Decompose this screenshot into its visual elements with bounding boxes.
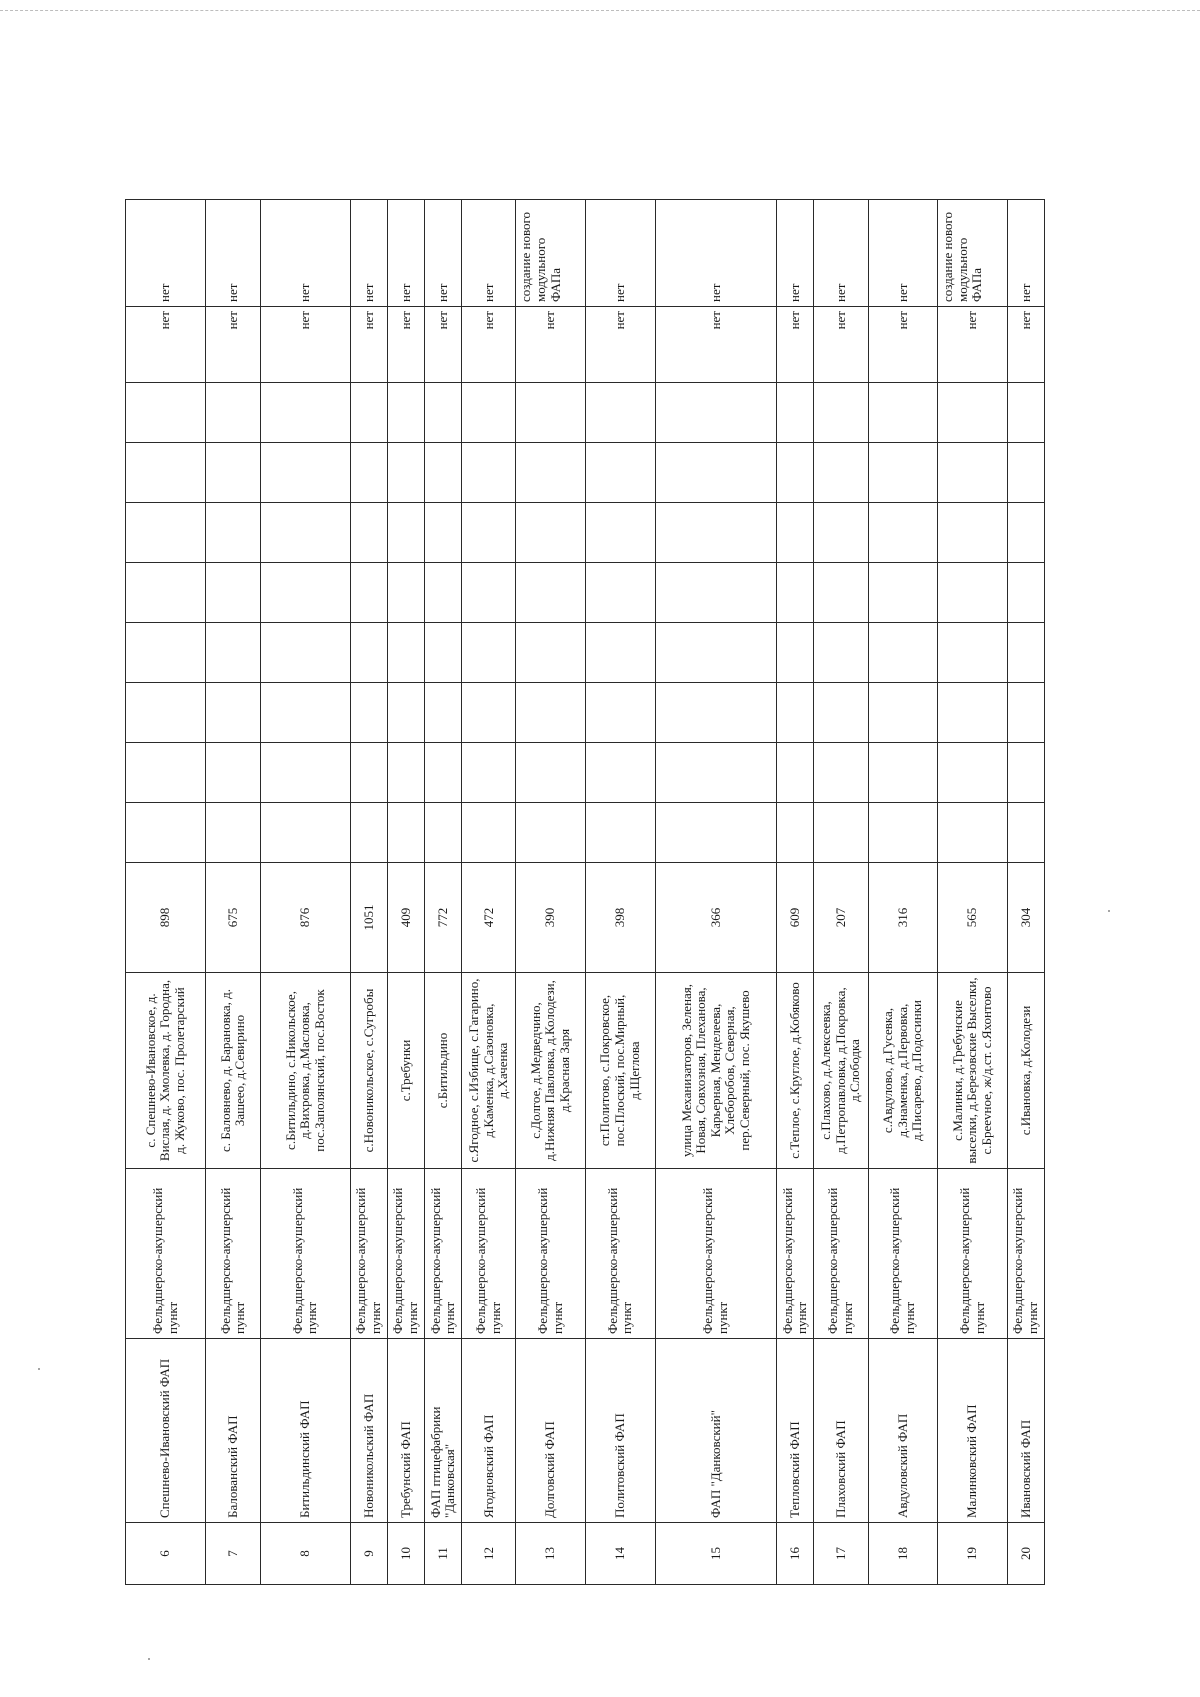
row-number: 19	[938, 1523, 1008, 1585]
fap-name-cell: Ивановский ФАП	[1007, 1339, 1044, 1523]
empty-cell	[260, 803, 350, 863]
empty-cell	[814, 743, 868, 803]
empty-cell	[462, 743, 516, 803]
empty-cell	[206, 503, 260, 563]
empty-cell	[350, 623, 387, 683]
empty-cell	[206, 563, 260, 623]
row-number: 17	[814, 1523, 868, 1585]
facility-type-cell: Фельдшерско-акушерский пункт	[814, 1169, 868, 1339]
facility-type-cell: Фельдшерско-акушерский пункт	[388, 1169, 425, 1339]
empty-cell	[206, 443, 260, 503]
facility-type-cell: Фельдшерско-акушерский пункт	[655, 1169, 777, 1339]
status-cell: нет	[1007, 307, 1044, 383]
status-cell: нет	[868, 307, 938, 383]
settlements-cell: с.Требунки	[388, 973, 425, 1169]
settlements-cell: с.Битильдино, с.Никольское, д.Вихровка, д.Масловка, пос.Заполянский, пос.Восток	[260, 973, 350, 1169]
empty-cell	[206, 683, 260, 743]
empty-cell	[350, 743, 387, 803]
empty-cell	[777, 503, 814, 563]
empty-cell	[586, 803, 656, 863]
empty-cell	[425, 743, 462, 803]
empty-cell	[350, 683, 387, 743]
facility-type-cell: Фельдшерско-акушерский пункт	[126, 1169, 206, 1339]
facility-type-cell: Фельдшерско-акушерский пункт	[868, 1169, 938, 1339]
empty-cell	[655, 563, 777, 623]
row-number: 7	[206, 1523, 260, 1585]
settlements-cell: с. Баловнево, д. Барановка, д. Зашеео, д.Севирино	[206, 973, 260, 1169]
table-row	[655, 200, 777, 1585]
settlements-cell: с.Новоникольское, с.Сугробы	[350, 973, 387, 1169]
empty-cell	[126, 503, 206, 563]
population-cell: 366	[655, 863, 777, 973]
empty-cell	[655, 803, 777, 863]
empty-cell	[388, 503, 425, 563]
empty-cell	[868, 563, 938, 623]
empty-cell	[260, 383, 350, 443]
empty-cell	[586, 623, 656, 683]
facility-type-cell: Фельдшерско-акушерский пункт	[1007, 1169, 1044, 1339]
status-cell: нет	[350, 307, 387, 383]
table-row	[586, 200, 656, 1585]
empty-cell	[516, 503, 586, 563]
settlements-cell: с.Авдулово, д.Гусевка, д.Знаменка, д.Первовка, д.Писарево, д.Подосинки	[868, 973, 938, 1169]
settlements-cell: с.Теплое, с.Круглое, д.Кобяково	[777, 973, 814, 1169]
facility-type-cell: Фельдшерско-акушерский пункт	[516, 1169, 586, 1339]
population-cell: 207	[814, 863, 868, 973]
population-cell: 609	[777, 863, 814, 973]
scan-edge-line	[0, 10, 1200, 11]
empty-cell	[350, 563, 387, 623]
empty-cell	[462, 803, 516, 863]
table-body	[126, 200, 1045, 1585]
empty-cell	[206, 803, 260, 863]
empty-cell	[655, 623, 777, 683]
empty-cell	[938, 503, 1008, 563]
empty-cell	[260, 683, 350, 743]
empty-cell	[655, 743, 777, 803]
empty-cell	[462, 503, 516, 563]
fap-table	[125, 199, 1045, 1585]
empty-cell	[777, 683, 814, 743]
fap-name-cell: Спешнево-Ивановский ФАП	[126, 1339, 206, 1523]
empty-cell	[516, 443, 586, 503]
settlements-cell: с.Битильдино	[425, 973, 462, 1169]
fap-name-cell: Новоникольский ФАП	[350, 1339, 387, 1523]
empty-cell	[260, 743, 350, 803]
empty-cell	[655, 683, 777, 743]
scan-speck	[38, 1368, 40, 1370]
empty-cell	[868, 503, 938, 563]
empty-cell	[126, 383, 206, 443]
fap-name-cell: Тепловский ФАП	[777, 1339, 814, 1523]
fap-name-cell: Политовский ФАП	[586, 1339, 656, 1523]
empty-cell	[516, 563, 586, 623]
result-cell: нет	[126, 200, 206, 307]
table-row	[425, 200, 462, 1585]
fap-name-cell: Авдуловский ФАП	[868, 1339, 938, 1523]
empty-cell	[206, 743, 260, 803]
empty-cell	[814, 383, 868, 443]
population-cell: 409	[388, 863, 425, 973]
result-cell: создание нового модульного ФАПа	[938, 200, 1008, 307]
empty-cell	[388, 803, 425, 863]
empty-cell	[516, 383, 586, 443]
empty-cell	[868, 743, 938, 803]
empty-cell	[462, 383, 516, 443]
result-cell: нет	[586, 200, 656, 307]
fap-name-cell: Балованский ФАП	[206, 1339, 260, 1523]
result-cell: нет	[868, 200, 938, 307]
empty-cell	[1007, 803, 1044, 863]
empty-cell	[586, 443, 656, 503]
status-cell: нет	[388, 307, 425, 383]
table-row	[814, 200, 868, 1585]
settlements-cell: с. Спешнево-Ивановское, д. Вислая, д. Хмолевка, д. Городна, д. Жуково, пос. Пролетарский	[126, 973, 206, 1169]
rotated-page	[125, 200, 1045, 1585]
empty-cell	[425, 503, 462, 563]
result-cell: нет	[1007, 200, 1044, 307]
empty-cell	[516, 623, 586, 683]
empty-cell	[814, 503, 868, 563]
empty-cell	[425, 623, 462, 683]
population-cell: 565	[938, 863, 1008, 973]
population-cell: 1051	[350, 863, 387, 973]
fap-name-cell: ФАП птицефабрики "Данковская"	[425, 1339, 462, 1523]
empty-cell	[425, 683, 462, 743]
empty-cell	[814, 443, 868, 503]
row-number: 6	[126, 1523, 206, 1585]
empty-cell	[777, 383, 814, 443]
result-cell: нет	[206, 200, 260, 307]
empty-cell	[655, 503, 777, 563]
empty-cell	[350, 383, 387, 443]
empty-cell	[388, 443, 425, 503]
empty-cell	[388, 383, 425, 443]
empty-cell	[1007, 743, 1044, 803]
status-cell: нет	[777, 307, 814, 383]
facility-type-cell: Фельдшерско-акушерский пункт	[462, 1169, 516, 1339]
facility-type-cell: Фельдшерско-акушерский пункт	[586, 1169, 656, 1339]
settlements-cell: улица Механизаторов, Зеленая, Новая, Совхозная, Плеханова, Карьерная, Менделеева, Хлеборобов, Северная, пер.Северный, пос. Якушево	[655, 973, 777, 1169]
settlements-cell: с.Ягодное, с.Избище, с.Гагарино, д.Каменка, д.Сазоновка, д.Хаченка	[462, 973, 516, 1169]
facility-type-cell: Фельдшерско-акушерский пункт	[350, 1169, 387, 1339]
empty-cell	[938, 563, 1008, 623]
empty-cell	[126, 683, 206, 743]
empty-cell	[260, 443, 350, 503]
status-cell: нет	[425, 307, 462, 383]
empty-cell	[586, 503, 656, 563]
result-cell: нет	[777, 200, 814, 307]
facility-type-cell: Фельдшерско-акушерский пункт	[777, 1169, 814, 1339]
empty-cell	[814, 683, 868, 743]
empty-cell	[425, 443, 462, 503]
table-row	[126, 200, 206, 1585]
empty-cell	[425, 383, 462, 443]
status-cell: нет	[206, 307, 260, 383]
table-row	[777, 200, 814, 1585]
fap-name-cell: Малинковский ФАП	[938, 1339, 1008, 1523]
table-row	[206, 200, 260, 1585]
scan-speck	[148, 1658, 150, 1660]
empty-cell	[868, 443, 938, 503]
empty-cell	[1007, 383, 1044, 443]
empty-cell	[388, 683, 425, 743]
result-cell: нет	[814, 200, 868, 307]
row-number: 13	[516, 1523, 586, 1585]
settlements-cell: с.Ивановка, д.Колодези	[1007, 973, 1044, 1169]
empty-cell	[868, 683, 938, 743]
empty-cell	[1007, 443, 1044, 503]
population-cell: 772	[425, 863, 462, 973]
empty-cell	[388, 743, 425, 803]
empty-cell	[350, 443, 387, 503]
table-row	[516, 200, 586, 1585]
empty-cell	[814, 563, 868, 623]
fap-name-cell: Требунский ФАП	[388, 1339, 425, 1523]
empty-cell	[777, 623, 814, 683]
empty-cell	[516, 683, 586, 743]
scan-speck	[1108, 910, 1110, 912]
facility-type-cell: Фельдшерско-акушерский пункт	[938, 1169, 1008, 1339]
empty-cell	[206, 623, 260, 683]
empty-cell	[938, 683, 1008, 743]
row-number: 10	[388, 1523, 425, 1585]
table-row	[462, 200, 516, 1585]
empty-cell	[868, 623, 938, 683]
empty-cell	[462, 443, 516, 503]
empty-cell	[868, 383, 938, 443]
empty-cell	[777, 443, 814, 503]
empty-cell	[516, 743, 586, 803]
settlements-cell: ст.Политово, с.Покровское, пос.Плоский, пос.Мирный, д.Щеглова	[586, 973, 656, 1169]
empty-cell	[938, 443, 1008, 503]
table-row	[938, 200, 1008, 1585]
population-cell: 316	[868, 863, 938, 973]
row-number: 20	[1007, 1523, 1044, 1585]
empty-cell	[350, 503, 387, 563]
empty-cell	[938, 803, 1008, 863]
row-number: 8	[260, 1523, 350, 1585]
status-cell: нет	[462, 307, 516, 383]
empty-cell	[938, 623, 1008, 683]
empty-cell	[1007, 503, 1044, 563]
fap-name-cell: Плаховский ФАП	[814, 1339, 868, 1523]
settlements-cell: с.Малинки, д.Требунские выселки, д.Березовские Выселки, с.Бреevное, ж/д.ст. с.Яхонтово	[938, 973, 1008, 1169]
fap-name-cell: Битильдинский ФАП	[260, 1339, 350, 1523]
empty-cell	[425, 803, 462, 863]
settlements-cell: с.Долгое, д.Медведчино, д.Нижняя Павловка, д.Колодези, д.Красная Заря	[516, 973, 586, 1169]
empty-cell	[868, 803, 938, 863]
empty-cell	[126, 743, 206, 803]
result-cell: нет	[655, 200, 777, 307]
empty-cell	[462, 563, 516, 623]
empty-cell	[260, 563, 350, 623]
empty-cell	[206, 383, 260, 443]
fap-name-cell: ФАП "Данковский"	[655, 1339, 777, 1523]
empty-cell	[938, 743, 1008, 803]
empty-cell	[814, 623, 868, 683]
status-cell: нет	[260, 307, 350, 383]
table-row	[868, 200, 938, 1585]
empty-cell	[655, 383, 777, 443]
table-row	[1007, 200, 1044, 1585]
empty-cell	[388, 623, 425, 683]
empty-cell	[462, 683, 516, 743]
row-number: 14	[586, 1523, 656, 1585]
result-cell: нет	[388, 200, 425, 307]
population-cell: 390	[516, 863, 586, 973]
empty-cell	[586, 743, 656, 803]
empty-cell	[516, 803, 586, 863]
empty-cell	[1007, 623, 1044, 683]
empty-cell	[777, 803, 814, 863]
empty-cell	[814, 803, 868, 863]
status-cell: нет	[586, 307, 656, 383]
empty-cell	[126, 563, 206, 623]
empty-cell	[126, 623, 206, 683]
empty-cell	[350, 803, 387, 863]
population-cell: 304	[1007, 863, 1044, 973]
empty-cell	[586, 563, 656, 623]
result-cell: нет	[350, 200, 387, 307]
empty-cell	[1007, 683, 1044, 743]
result-cell: нет	[260, 200, 350, 307]
status-cell: нет	[126, 307, 206, 383]
empty-cell	[126, 803, 206, 863]
population-cell: 675	[206, 863, 260, 973]
row-number: 11	[425, 1523, 462, 1585]
empty-cell	[462, 623, 516, 683]
result-cell: нет	[425, 200, 462, 307]
result-cell: создание нового модульного ФАПа	[516, 200, 586, 307]
empty-cell	[586, 683, 656, 743]
facility-type-cell: Фельдшерско-акушерский пункт	[260, 1169, 350, 1339]
fap-name-cell: Долговский ФАП	[516, 1339, 586, 1523]
empty-cell	[655, 443, 777, 503]
row-number: 18	[868, 1523, 938, 1585]
empty-cell	[1007, 563, 1044, 623]
population-cell: 398	[586, 863, 656, 973]
status-cell: нет	[655, 307, 777, 383]
facility-type-cell: Фельдшерско-акушерский пункт	[425, 1169, 462, 1339]
table-row	[388, 200, 425, 1585]
empty-cell	[586, 383, 656, 443]
status-cell: нет	[938, 307, 1008, 383]
empty-cell	[388, 563, 425, 623]
row-number: 12	[462, 1523, 516, 1585]
empty-cell	[126, 443, 206, 503]
facility-type-cell: Фельдшерско-акушерский пункт	[206, 1169, 260, 1339]
status-cell: нет	[516, 307, 586, 383]
empty-cell	[777, 743, 814, 803]
table-row	[350, 200, 387, 1585]
row-number: 16	[777, 1523, 814, 1585]
empty-cell	[425, 563, 462, 623]
population-cell: 472	[462, 863, 516, 973]
fap-name-cell: Ягодновский ФАП	[462, 1339, 516, 1523]
population-cell: 876	[260, 863, 350, 973]
row-number: 9	[350, 1523, 387, 1585]
population-cell: 898	[126, 863, 206, 973]
result-cell: нет	[462, 200, 516, 307]
row-number: 15	[655, 1523, 777, 1585]
empty-cell	[260, 503, 350, 563]
status-cell: нет	[814, 307, 868, 383]
empty-cell	[938, 383, 1008, 443]
table-row	[260, 200, 350, 1585]
empty-cell	[777, 563, 814, 623]
empty-cell	[260, 623, 350, 683]
settlements-cell: с.Плахово, д.Алексеевка, д.Петропавловка, д.Покровка, д.Слободка	[814, 973, 868, 1169]
